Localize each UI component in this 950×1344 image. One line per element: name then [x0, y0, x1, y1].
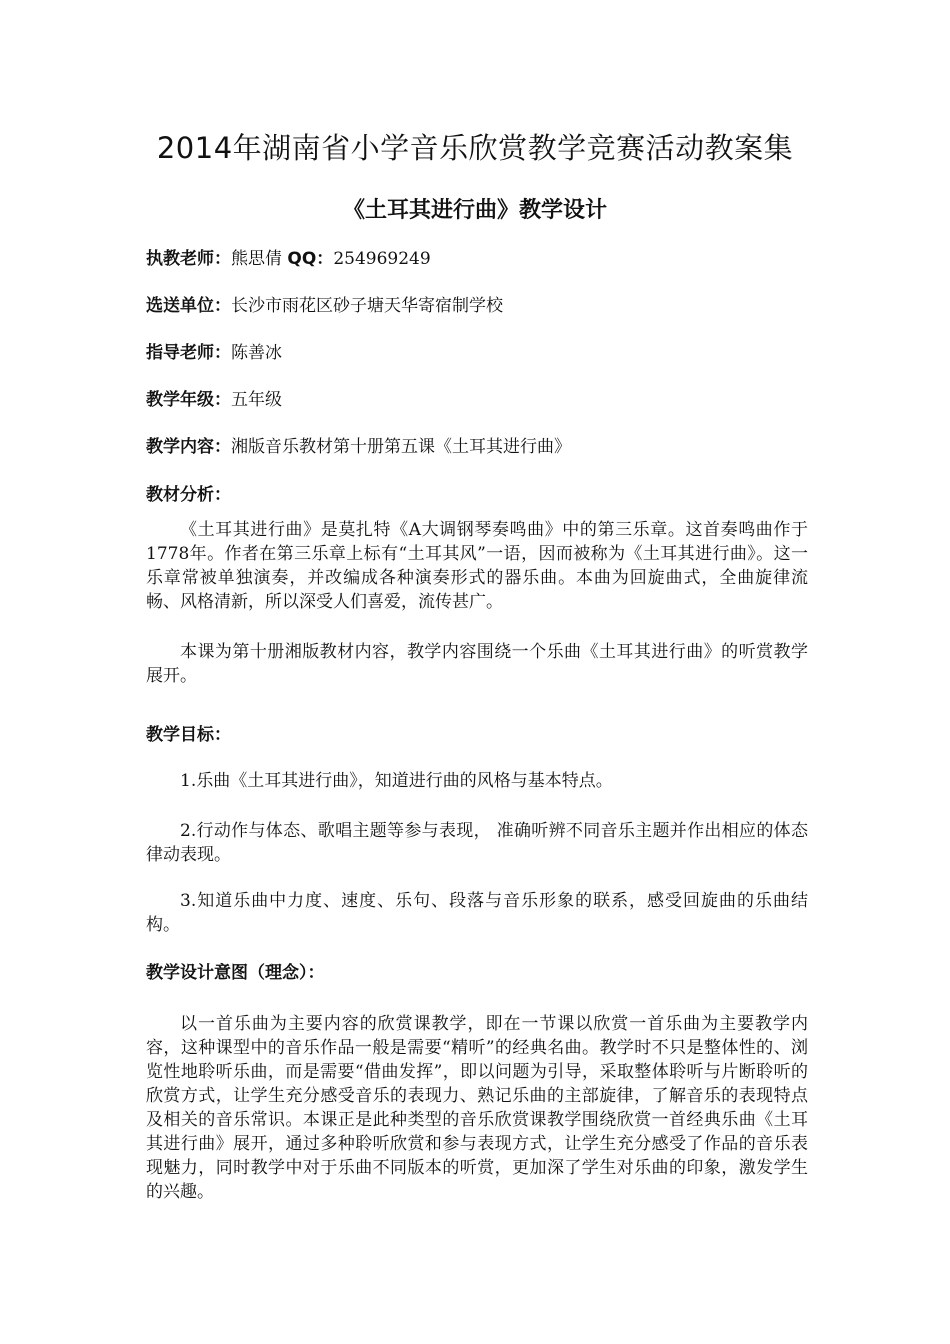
analysis-paragraph-2: 本课为第十册湘版教材内容，教学内容围绕一个乐曲《土耳其进行曲》的听赏教学展开。	[146, 642, 808, 686]
field-unit-label: 选送单位：	[146, 296, 231, 316]
goal-item-3: 3.知道乐曲中力度、速度、乐句、段落与音乐形象的联系，感受回旋曲的乐曲结构。	[146, 891, 808, 935]
field-teacher	[146, 246, 816, 272]
field-teacher-value: 熊思倩	[231, 249, 288, 269]
goal-item-1: 1.乐曲《土耳其进行曲》，知道进行曲的风格与基本特点。	[180, 771, 613, 791]
field-grade	[146, 387, 816, 413]
section-intent-heading: 教学设计意图（理念）：	[146, 963, 325, 983]
field-qq-label: QQ：	[287, 249, 334, 269]
field-grade-label: 教学年级：	[146, 390, 231, 410]
field-grade-value: 五年级	[231, 390, 282, 410]
intent-paragraph-1: 以一首乐曲为主要内容的欣赏课教学，即在一节课以欣赏一首乐曲为主要教学内容，这种课型中的音乐作品一般是需要“精听”的经典名曲。教学时不只是整体性的、浏览性地聆听乐曲，而是需要“借曲发挥”，即以问题为引导，采取整体聆听与片断聆听的欣赏方式，让学生充分感受音乐的表现力、熟记乐曲的主部旋律，了解音乐的表现特点及相关的音乐常识。本课正是此种类型的音乐欣赏课教学围绕欣赏一首经典乐曲《土耳其进行曲》展开，通过多种聆听欣赏和参与表现方式，让学生充分感受了作品的音乐表现魅力，同时教学中对于乐曲不同版本的听赏，更加深了学生对乐曲的印象，激发学生的兴趣。	[146, 1014, 808, 1202]
field-qq-value: 254969249	[333, 249, 431, 269]
analysis-paragraph-1: 《土耳其进行曲》是莫扎特《A大调钢琴奏鸣曲》中的第三乐章。这首奏鸣曲作于1778年。作者在第三乐章上标有“土耳其风”一语，因而被称为《土耳其进行曲》。这一乐章常被单独演奏，并改编成各种演奏形式的器乐曲。本曲为回旋曲式，全曲旋律流畅、风格清新，所以深受人们喜爱，流传甚广。	[146, 520, 808, 612]
field-teacher-label: 执教老师：	[146, 249, 231, 269]
goal-item-2: 2.行动作与体态、歌唱主题等参与表现， 准确听辨不同音乐主题并作出相应的体态律动表现。	[146, 821, 808, 865]
field-advisor-label: 指导老师：	[146, 343, 231, 363]
field-advisor-value: 陈善冰	[231, 343, 282, 363]
lesson-title: 《土耳其进行曲》教学设计	[342, 198, 607, 223]
field-content-label: 教学内容：	[146, 437, 231, 457]
document-title: 2014年湖南省小学音乐欣赏教学竞赛活动教案集	[156, 131, 794, 165]
section-goals-heading: 教学目标：	[146, 725, 231, 745]
section-analysis-heading: 教材分析：	[146, 485, 231, 505]
field-content	[146, 434, 816, 460]
field-content-value: 湘版音乐教材第十册第五课《土耳其进行曲》	[231, 437, 571, 457]
field-advisor	[146, 340, 816, 366]
field-unit	[146, 293, 816, 319]
field-unit-value: 长沙市雨花区砂子塘天华寄宿制学校	[231, 296, 503, 316]
